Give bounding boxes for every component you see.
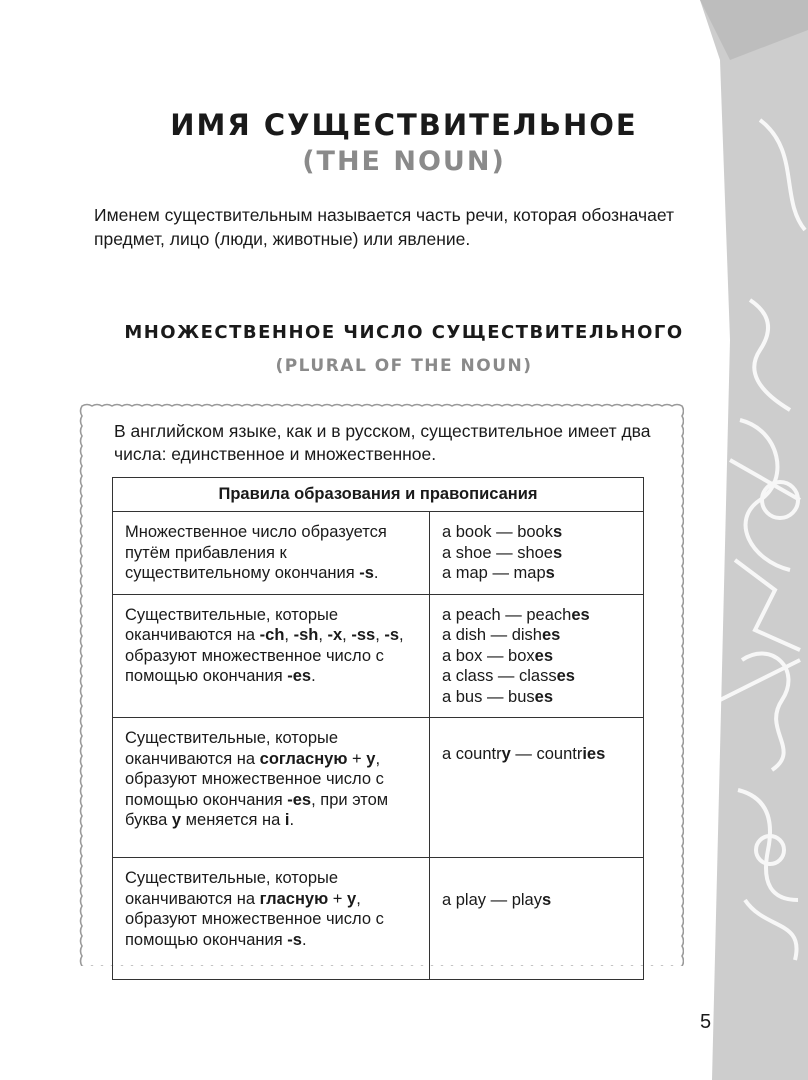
intro-paragraph: Именем существительным называется часть речи, которая обозначает предмет, лицо (люди, животные) или явление.: [94, 205, 675, 249]
frame-paragraph: В английском языке, как и в русском, существительное имеет два числа: единственное и множественное.: [114, 421, 651, 464]
example-line: a peach — peaches: [442, 605, 590, 624]
example-cell: [430, 858, 644, 980]
section-subtitle: (PLURAL OF THE NOUN): [275, 356, 533, 376]
table-header: Правила образования и правописания: [113, 478, 644, 512]
example-line: a map — maps: [442, 564, 555, 582]
example-cell: [430, 512, 644, 595]
table-row: [113, 512, 644, 595]
rule-cell: Существительные, которые оканчиваются на согласную + y, образуют множественное число с помощью окончания -es, при этом буква y меняется на i.: [113, 718, 430, 858]
page-title: ИМЯ СУЩЕСТВИТЕЛЬНОЕ: [170, 108, 638, 142]
example-line: a bus — buses: [442, 687, 553, 706]
table-row: [113, 718, 644, 858]
example-line: a dish — dishes: [442, 626, 561, 644]
example-cell: [430, 718, 644, 858]
example-line: a shoe — shoes: [442, 543, 563, 562]
example-line: a country — countries: [442, 745, 606, 763]
example-line: a box — boxes: [442, 646, 553, 665]
table-row: [113, 858, 644, 980]
page-number: 5: [700, 1011, 712, 1033]
table-row: [113, 594, 644, 718]
rule-cell: Множественное число образуется путём прибавления к существительному окончания -s.: [113, 512, 430, 595]
rule-cell: Существительные, которые оканчиваются на гласную + y, образуют множественное число с помощью окончания -s.: [113, 858, 430, 980]
rule-cell: Существительные, которые оканчиваются на -ch, -sh, -x, -ss, -s, образуют множественное число с помощью окончания -es.: [113, 594, 430, 718]
page-subtitle: (THE NOUN): [302, 146, 506, 177]
example-line: a play — plays: [442, 891, 552, 909]
example-line: a book — books: [442, 523, 563, 541]
example-cell: [430, 594, 644, 718]
section-title: МНОЖЕСТВЕННОЕ ЧИСЛО СУЩЕСТВИТЕЛЬНОГО: [124, 322, 684, 343]
example-line: a class — classes: [442, 667, 575, 685]
rules-table: [112, 477, 644, 980]
